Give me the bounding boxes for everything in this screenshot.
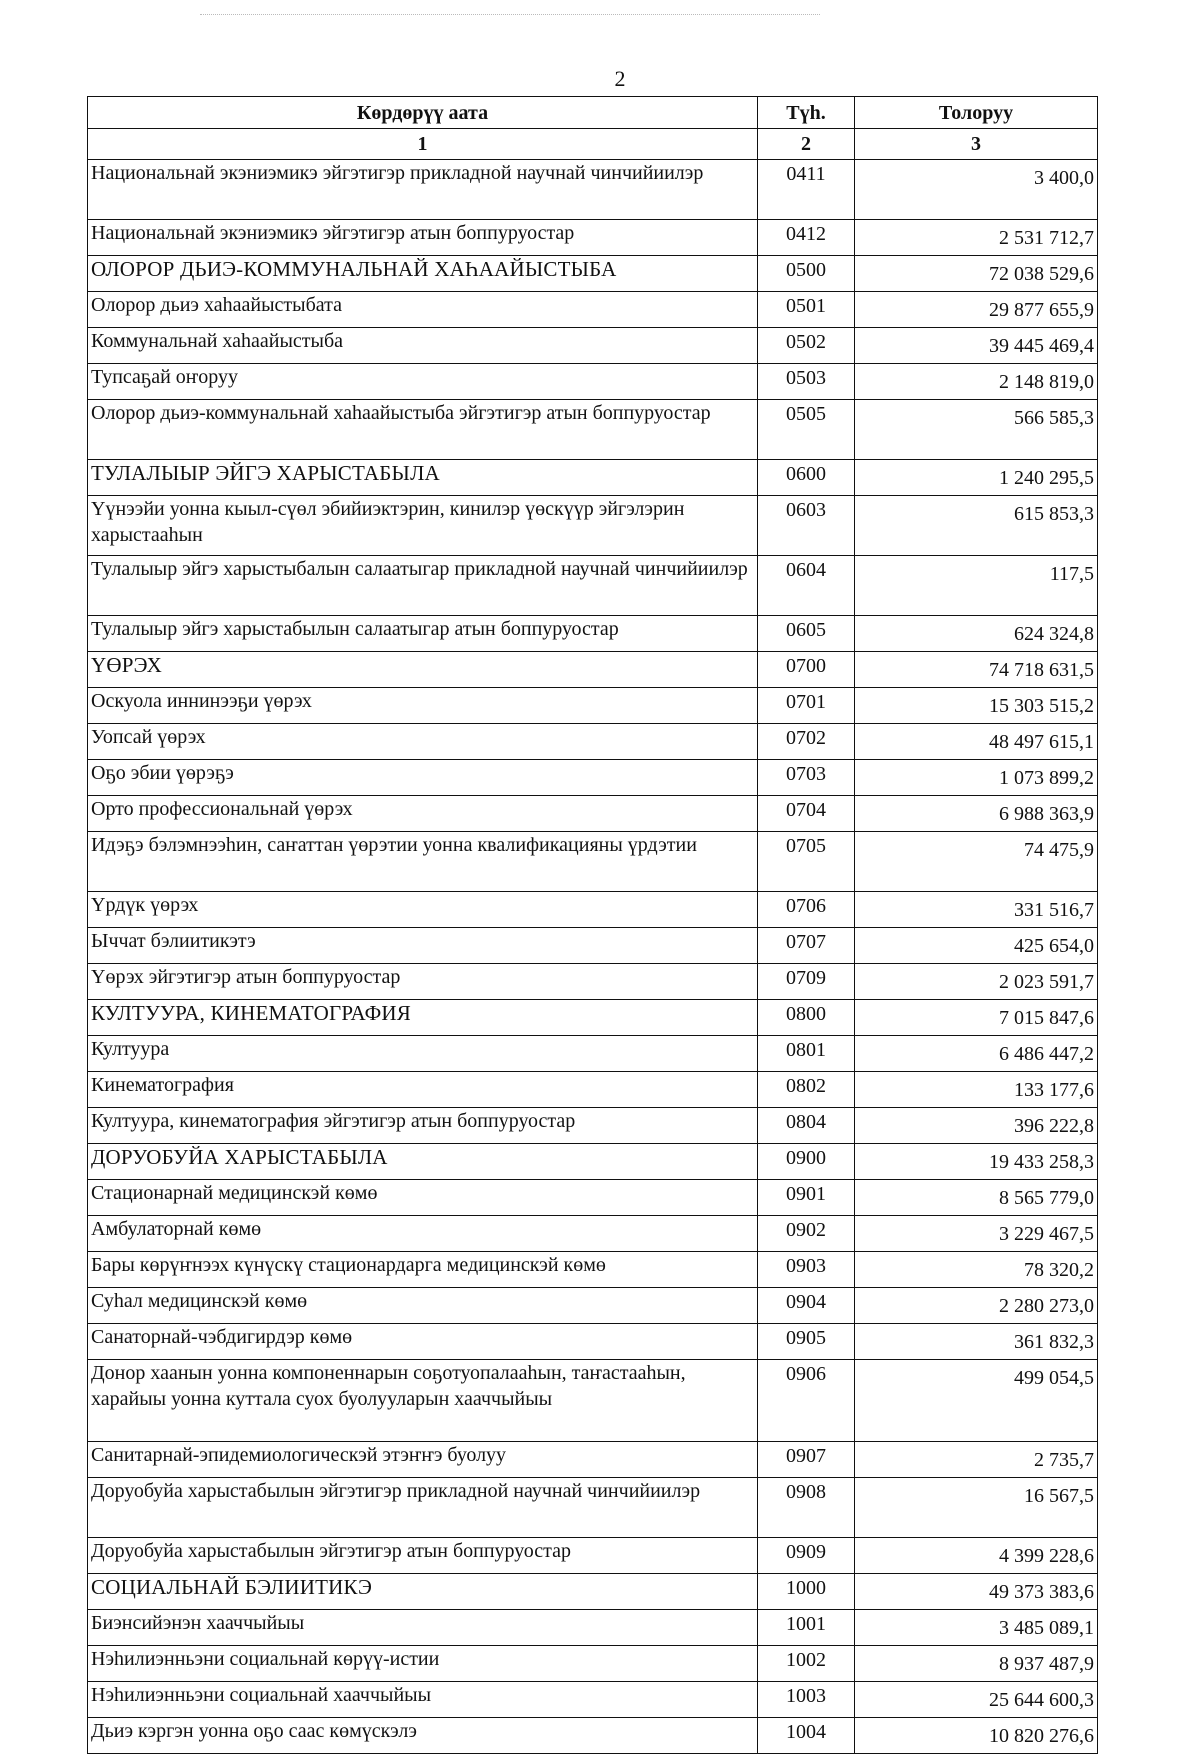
row-amount: 566 585,3 xyxy=(855,400,1098,460)
row-amount: 72 038 529,6 xyxy=(855,256,1098,292)
table-row xyxy=(88,292,1098,328)
row-amount: 1 073 899,2 xyxy=(855,760,1098,796)
row-code: 1002 xyxy=(758,1646,855,1682)
row-code: 0901 xyxy=(758,1180,855,1216)
header-code: Түh. xyxy=(758,97,855,129)
table-row xyxy=(88,1538,1098,1574)
row-amount: 8 565 779,0 xyxy=(855,1180,1098,1216)
row-code: 0700 xyxy=(758,652,855,688)
row-code: 0603 xyxy=(758,496,855,556)
row-amount: 117,5 xyxy=(855,556,1098,616)
row-amount: 15 303 515,2 xyxy=(855,688,1098,724)
row-code: 0503 xyxy=(758,364,855,400)
row-amount: 4 399 228,6 xyxy=(855,1538,1098,1574)
row-name: СОЦИАЛЬНАЙ БЭЛИИТИКЭ xyxy=(88,1574,758,1610)
row-code: 1000 xyxy=(758,1574,855,1610)
table-row xyxy=(88,1036,1098,1072)
row-name: Ыччат бэлиитикэтэ xyxy=(88,928,758,964)
table-row xyxy=(88,1180,1098,1216)
row-code: 0705 xyxy=(758,832,855,892)
row-name: КУЛТУУРА, КИНЕМАТОГРАФИЯ xyxy=(88,1000,758,1036)
row-amount: 3 485 089,1 xyxy=(855,1610,1098,1646)
table-section-row xyxy=(88,1574,1098,1610)
row-amount: 396 222,8 xyxy=(855,1108,1098,1144)
row-name: Санаторнай-чэбдигирдэр көмө xyxy=(88,1324,758,1360)
row-code: 0709 xyxy=(758,964,855,1000)
table-row xyxy=(88,496,1098,556)
row-amount: 29 877 655,9 xyxy=(855,292,1098,328)
row-code: 0900 xyxy=(758,1144,855,1180)
row-amount: 615 853,3 xyxy=(855,496,1098,556)
row-code: 0505 xyxy=(758,400,855,460)
row-name: ҮӨРЭХ xyxy=(88,652,758,688)
budget-table xyxy=(87,96,1098,1754)
row-code: 0502 xyxy=(758,328,855,364)
table-section-row xyxy=(88,1000,1098,1036)
row-code: 1004 xyxy=(758,1718,855,1754)
row-amount: 3 229 467,5 xyxy=(855,1216,1098,1252)
row-name: Үрдүк үөрэх xyxy=(88,892,758,928)
table-row xyxy=(88,1108,1098,1144)
row-code: 0802 xyxy=(758,1072,855,1108)
scan-artifact xyxy=(200,14,820,17)
row-name: Стационарнай медицинскэй көмө xyxy=(88,1180,758,1216)
row-amount: 6 988 363,9 xyxy=(855,796,1098,832)
row-name: Биэнсийэнэн хааччыйыы xyxy=(88,1610,758,1646)
table-row xyxy=(88,1478,1098,1538)
table-section-row xyxy=(88,256,1098,292)
column-number-3: 3 xyxy=(855,129,1098,160)
row-code: 0604 xyxy=(758,556,855,616)
table-row xyxy=(88,160,1098,220)
row-code: 0605 xyxy=(758,616,855,652)
column-number-row xyxy=(88,129,1098,160)
row-code: 0412 xyxy=(758,220,855,256)
row-name: ОЛОРОР ДЬИЭ-КОММУНАЛЬНАЙ ХАҺААЙЫСТЫБА xyxy=(88,256,758,292)
row-amount: 49 373 383,6 xyxy=(855,1574,1098,1610)
row-name: Доруобуйа харыстабылын эйгэтигэр прикладной научнай чинчийиилэр xyxy=(88,1478,758,1538)
table-row xyxy=(88,616,1098,652)
row-amount: 74 718 631,5 xyxy=(855,652,1098,688)
table-row xyxy=(88,1610,1098,1646)
row-code: 0500 xyxy=(758,256,855,292)
page-number: 2 xyxy=(614,66,626,91)
table-row xyxy=(88,688,1098,724)
table-row xyxy=(88,1324,1098,1360)
row-code: 0908 xyxy=(758,1478,855,1538)
row-code: 0801 xyxy=(758,1036,855,1072)
row-name: Амбулаторнай көмө xyxy=(88,1216,758,1252)
row-name: Коммунальнай хаһаайыстыба xyxy=(88,328,758,364)
row-amount: 361 832,3 xyxy=(855,1324,1098,1360)
table-row xyxy=(88,892,1098,928)
row-amount: 16 567,5 xyxy=(855,1478,1098,1538)
table-section-row xyxy=(88,652,1098,688)
row-name: ДОРУОБУЙА ХАРЫСТАБЫЛА xyxy=(88,1144,758,1180)
row-amount: 499 054,5 xyxy=(855,1360,1098,1442)
row-amount: 78 320,2 xyxy=(855,1252,1098,1288)
row-amount: 425 654,0 xyxy=(855,928,1098,964)
table-body xyxy=(88,160,1098,1754)
row-code: 0907 xyxy=(758,1442,855,1478)
header-amount: Толоруу xyxy=(855,97,1098,129)
row-amount: 133 177,6 xyxy=(855,1072,1098,1108)
row-name: Уопсай үөрэх xyxy=(88,724,758,760)
table-row xyxy=(88,556,1098,616)
row-name: Оҕо эбии үөрэҕэ xyxy=(88,760,758,796)
row-name: Тулалыыр эйгэ харыстабылын салаатыгар атын боппуруостар xyxy=(88,616,758,652)
row-amount: 19 433 258,3 xyxy=(855,1144,1098,1180)
row-name: Олорор дьиэ хаһаайыстыбата xyxy=(88,292,758,328)
table-row xyxy=(88,1718,1098,1754)
row-code: 0704 xyxy=(758,796,855,832)
row-code: 0906 xyxy=(758,1360,855,1442)
row-code: 1001 xyxy=(758,1610,855,1646)
table-row xyxy=(88,1442,1098,1478)
row-amount: 74 475,9 xyxy=(855,832,1098,892)
row-name: Национальнай экэниэмикэ эйгэтигэр прикладной научнай чинчийиилэр xyxy=(88,160,758,220)
table-row xyxy=(88,760,1098,796)
table-row xyxy=(88,400,1098,460)
row-name: Үүнээйи уонна кыыл-сүөл эбийиэктэрин, кинилэр үөскүүр эйгэлэрин харыстааһын xyxy=(88,496,758,556)
row-amount: 2 148 819,0 xyxy=(855,364,1098,400)
row-name: Дьиэ кэргэн уонна оҕо саас көмүскэлэ xyxy=(88,1718,758,1754)
row-name: Нэһилиэнньэни социальнай көрүү-истии xyxy=(88,1646,758,1682)
row-amount: 2 280 273,0 xyxy=(855,1288,1098,1324)
table-section-row xyxy=(88,1144,1098,1180)
row-amount: 2 023 591,7 xyxy=(855,964,1098,1000)
row-name: Кинематография xyxy=(88,1072,758,1108)
header-row xyxy=(88,97,1098,129)
row-amount: 48 497 615,1 xyxy=(855,724,1098,760)
row-amount: 2 531 712,7 xyxy=(855,220,1098,256)
row-name: ТУЛАЛЫЫР ЭЙГЭ ХАРЫСТАБЫЛА xyxy=(88,460,758,496)
row-name: Орто профессиональнай үөрэх xyxy=(88,796,758,832)
row-name: Тупсаҕай оҥоруу xyxy=(88,364,758,400)
row-code: 0501 xyxy=(758,292,855,328)
column-number-2: 2 xyxy=(758,129,855,160)
row-name: Нэһилиэнньэни социальнай хааччыйыы xyxy=(88,1682,758,1718)
row-code: 0904 xyxy=(758,1288,855,1324)
row-code: 0600 xyxy=(758,460,855,496)
table-row xyxy=(88,1646,1098,1682)
row-name: Тулалыыр эйгэ харыстыбалын салаатыгар прикладной научнай чинчийиилэр xyxy=(88,556,758,616)
row-amount: 8 937 487,9 xyxy=(855,1646,1098,1682)
row-name: Идэҕэ бэлэмнээһин, саҥаттан үөрэтии уонна квалификацияны үрдэтии xyxy=(88,832,758,892)
table-row xyxy=(88,328,1098,364)
table-row xyxy=(88,832,1098,892)
row-code: 0701 xyxy=(758,688,855,724)
table-row xyxy=(88,1360,1098,1442)
row-code: 0903 xyxy=(758,1252,855,1288)
row-name: Оскуола иннинээҕи үөрэх xyxy=(88,688,758,724)
row-code: 0804 xyxy=(758,1108,855,1144)
row-amount: 25 644 600,3 xyxy=(855,1682,1098,1718)
row-name: Суһал медицинскэй көмө xyxy=(88,1288,758,1324)
row-amount: 1 240 295,5 xyxy=(855,460,1098,496)
table-row xyxy=(88,964,1098,1000)
table-row xyxy=(88,1252,1098,1288)
row-name: Үөрэх эйгэтигэр атын боппуруостар xyxy=(88,964,758,1000)
table-row xyxy=(88,796,1098,832)
row-amount: 2 735,7 xyxy=(855,1442,1098,1478)
header-indicator-name: Көрдөрүү аата xyxy=(88,97,758,129)
table-row xyxy=(88,220,1098,256)
row-code: 0800 xyxy=(758,1000,855,1036)
row-amount: 7 015 847,6 xyxy=(855,1000,1098,1036)
row-code: 1003 xyxy=(758,1682,855,1718)
table-row xyxy=(88,928,1098,964)
row-code: 0702 xyxy=(758,724,855,760)
table-section-row xyxy=(88,460,1098,496)
row-amount: 3 400,0 xyxy=(855,160,1098,220)
row-name: Донор хаанын уонна компоненнарын соҕотуопалааһын, таҥастааһын, харайыы уонна куттала суох буолууларын хааччыйыы xyxy=(88,1360,758,1442)
row-name: Култуура xyxy=(88,1036,758,1072)
table-row xyxy=(88,364,1098,400)
row-name: Национальнай экэниэмикэ эйгэтигэр атын боппуруостар xyxy=(88,220,758,256)
row-code: 0905 xyxy=(758,1324,855,1360)
table-row xyxy=(88,1072,1098,1108)
row-code: 0909 xyxy=(758,1538,855,1574)
row-amount: 331 516,7 xyxy=(855,892,1098,928)
row-code: 0707 xyxy=(758,928,855,964)
table-row xyxy=(88,1216,1098,1252)
table-row xyxy=(88,724,1098,760)
row-amount: 6 486 447,2 xyxy=(855,1036,1098,1072)
row-code: 0411 xyxy=(758,160,855,220)
row-code: 0703 xyxy=(758,760,855,796)
row-name: Олорор дьиэ-коммунальнай хаһаайыстыба эйгэтигэр атын боппуруостар xyxy=(88,400,758,460)
row-name: Бары көрүҥнээх күнүскү стационардарга медицинскэй көмө xyxy=(88,1252,758,1288)
row-amount: 10 820 276,6 xyxy=(855,1718,1098,1754)
table-row xyxy=(88,1288,1098,1324)
column-number-1: 1 xyxy=(88,129,758,160)
table-row xyxy=(88,1682,1098,1718)
row-code: 0902 xyxy=(758,1216,855,1252)
row-name: Доруобуйа харыстабылын эйгэтигэр атын боппуруостар xyxy=(88,1538,758,1574)
row-amount: 624 324,8 xyxy=(855,616,1098,652)
row-name: Култуура, кинематография эйгэтигэр атын боппуруостар xyxy=(88,1108,758,1144)
row-name: Санитарнай-эпидемиологическэй этэҥҥэ буолуу xyxy=(88,1442,758,1478)
row-code: 0706 xyxy=(758,892,855,928)
row-amount: 39 445 469,4 xyxy=(855,328,1098,364)
